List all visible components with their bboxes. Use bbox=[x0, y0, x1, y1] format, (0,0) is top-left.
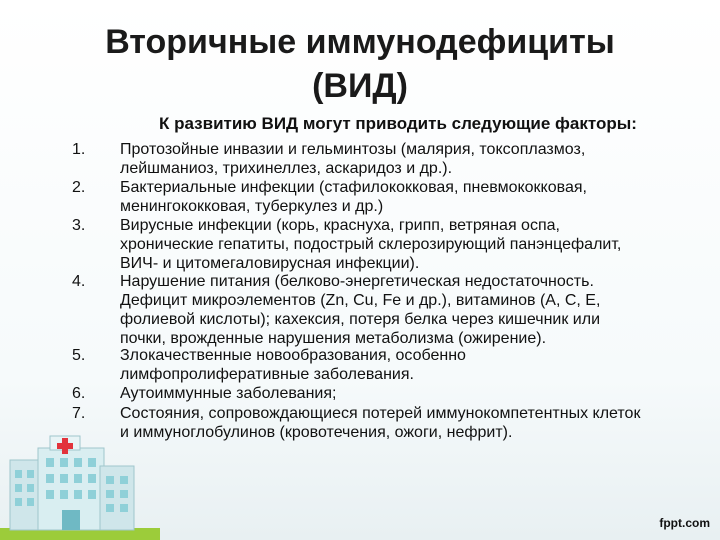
item-number: 1. bbox=[72, 141, 86, 158]
slide-subtitle: К развитию ВИД могут приводить следующие факторы: bbox=[159, 114, 637, 133]
item-number: 5. bbox=[72, 347, 86, 364]
item-text: Аутоиммунные заболевания; bbox=[120, 385, 337, 402]
hospital-door bbox=[62, 510, 80, 530]
slide-title bbox=[60, 20, 660, 108]
item-number: 2. bbox=[72, 179, 86, 196]
item-text: Протозойные инвазии и гельминтозы (малярия, токсоплазмоз, лейшманиоз, трихинеллез, аскаридоз и др.). bbox=[120, 141, 586, 177]
hospital-illustration bbox=[0, 420, 160, 540]
title-line-2: (ВИД) bbox=[312, 67, 408, 105]
title-line-1: Вторичные иммунодефициты bbox=[105, 23, 615, 61]
item-text: Злокачественные новообразования, особенно лимфопролиферативные заболевания. bbox=[120, 347, 466, 383]
item-text: Состояния, сопровождающиеся потерей иммунокомпетентных клеток и иммуноглобулинов (кровотечения, ожоги, нефрит). bbox=[120, 405, 641, 441]
item-text: Вирусные инфекции (корь, краснуха, грипп, ветряная оспа, хронические гепатиты, подострый склерозирующий панэнцефалит, ВИЧ- и цитомегаловирусная инфекции). bbox=[120, 217, 622, 272]
item-number: 7. bbox=[72, 405, 86, 422]
item-text: Бактериальные инфекции (стафилококковая, пневмококковая, менингококковая, туберкулез и др.) bbox=[120, 179, 587, 215]
item-number: 6. bbox=[72, 385, 86, 402]
item-text: Нарушение питания (белково-энергетическая недостаточность. Дефицит микроэлементов (Zn, Cu, Fe и др.), витаминов (А, С, Е, фолиевой кислоты); кахексия, потеря белка через кишечник или почки, врожденные нарушения метаболизма (ожирение). bbox=[120, 273, 601, 347]
brand-watermark: fppt.com bbox=[659, 516, 710, 530]
item-number: 3. bbox=[72, 217, 86, 234]
item-number: 4. bbox=[72, 273, 86, 290]
